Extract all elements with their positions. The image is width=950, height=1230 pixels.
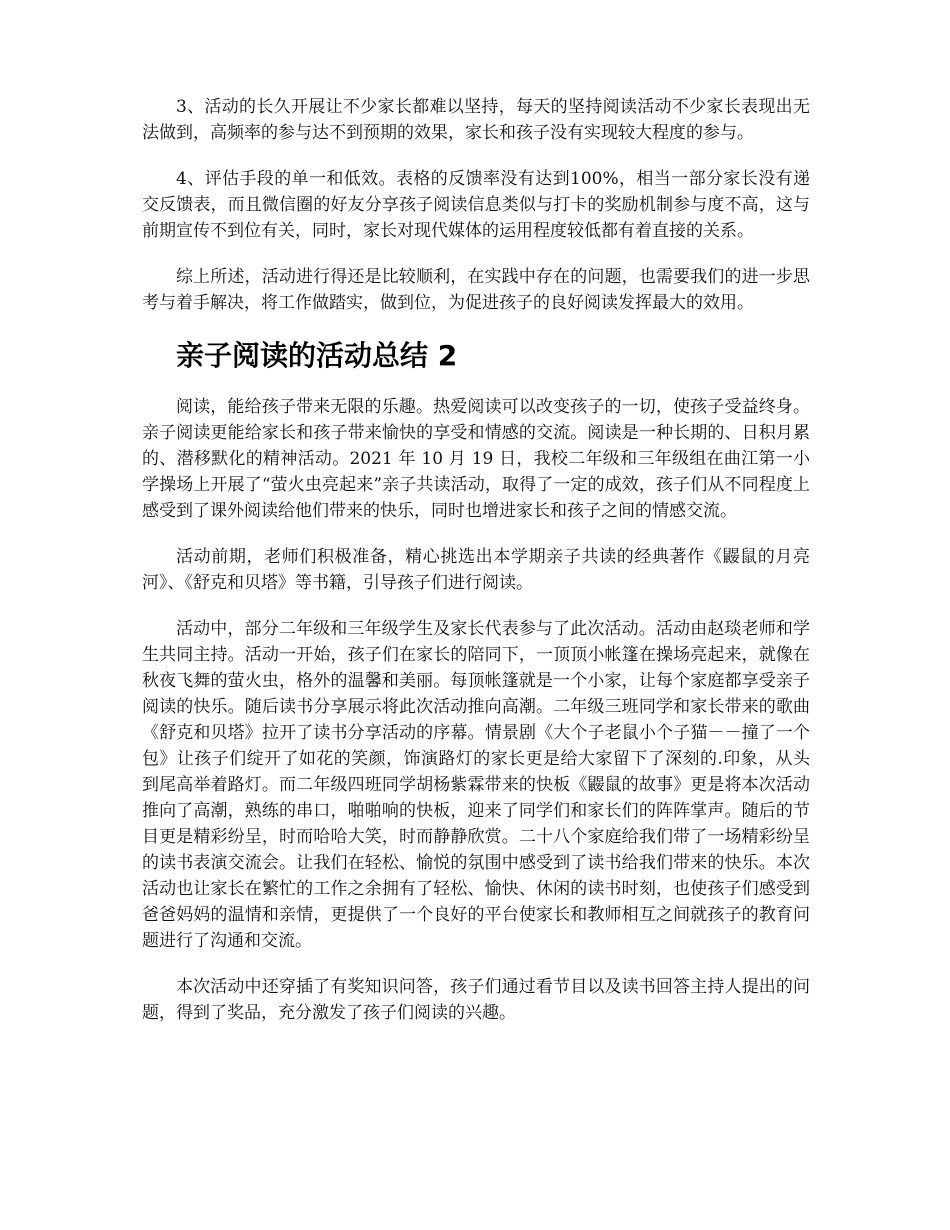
document-page — [142, 94, 810, 1046]
paragraph-activity: 活动中，部分二年级和三年级学生及家长代表参与了此次活动。活动由赵琰老师和学生共同主持。活动一开始，孩子们在家长的陪同下，一顶顶小帐篷在操场亮起来，就像在秋夜飞舞的萤火虫，格外的温馨和美丽。每顶帐篷就是一个小家，让每个家庭都享受亲子阅读的快乐。随后读书分享展示将此次活动推向高潮。二年级三班同学和家长带来的歌曲《舒克和贝塔》拉开了读书分享活动的序幕。情景剧《大个子老鼠小个子猫－－撞了一个包》让孩子们绽开了如花的笑颜，饰演路灯的家长更是给大家留下了深刻的.印象，从头到尾高举着路灯。而二年级四班同学胡杨紫霖带来的快板《鼹鼠的故事》更是将本次活动推向了高潮，熟练的串口，啪啪响的快板，迎来了同学们和家长们的阵阵掌声。随后的节目更是精彩纷呈，时而哈哈大笑，时而静静欣赏。二十八个家庭给我们带了一场精彩纷呈的读书表演交流会。让我们在轻松、愉悦的氛围中感受到了读书给我们带来的快乐。本次活动也让家长在繁忙的工作之余拥有了轻松、愉快、休闲的读书时刻，也使孩子们感受到爸爸妈妈的温情和亲情，更提供了一个良好的平台使家长和教师相互之间就孩子的教育问题进行了沟通和交流。 — [142, 619, 810, 951]
paragraph-intro: 阅读，能给孩子带来无限的乐趣。热爱阅读可以改变孩子的一切，使孩子受益终身。亲子阅读更能给家长和孩子带来愉快的享受和情感的交流。阅读是一种长期的、日积月累的、潜移默化的精神活动。2021 年 10 月 19 日，我校二年级和三年级组在曲江第一小学操场上开展了“萤火虫亮起来”亲子共读活动，取得了一定的成效，孩子们从不同程度上感受到了课外阅读给他们带来的快乐，同时也增进家长和孩子之间的情感交流。 — [142, 397, 810, 521]
paragraph-quiz: 本次活动中还穿插了有奖知识问答，孩子们通过看节目以及读书回答主持人提出的问题，得到了奖品，充分激发了孩子们阅读的兴趣。 — [142, 977, 810, 1023]
section-heading: 亲子阅读的活动总结 2 — [176, 339, 458, 372]
paragraph-problem-4: 4、评估手段的单一和低效。表格的反馈率没有达到100%，相当一部分家长没有递交反馈表，而且微信圈的好友分享孩子阅读信息类似与打卡的奖励机制参与度不高，这与前期宣传不到位有关，同时，家长对现代媒体的运用程度较低都有着直接的关系。 — [142, 169, 810, 241]
paragraph-problem-3: 3、活动的长久开展让不少家长都难以坚持，每天的坚持阅读活动不少家长表现出无法做到，高频率的参与达不到预期的效果，家长和孩子没有实现较大程度的参与。 — [142, 97, 810, 143]
paragraph-preparation: 活动前期，老师们积极准备，精心挑选出本学期亲子共读的经典著作《鼹鼠的月亮河》、《舒克和贝塔》等书籍，引导孩子们进行阅读。 — [142, 547, 810, 593]
paragraph-summary: 综上所述，活动进行得还是比较顺利，在实践中存在的问题，也需要我们的进一步思考与着手解决，将工作做踏实，做到位，为促进孩子的良好阅读发挥最大的效用。 — [142, 267, 810, 313]
